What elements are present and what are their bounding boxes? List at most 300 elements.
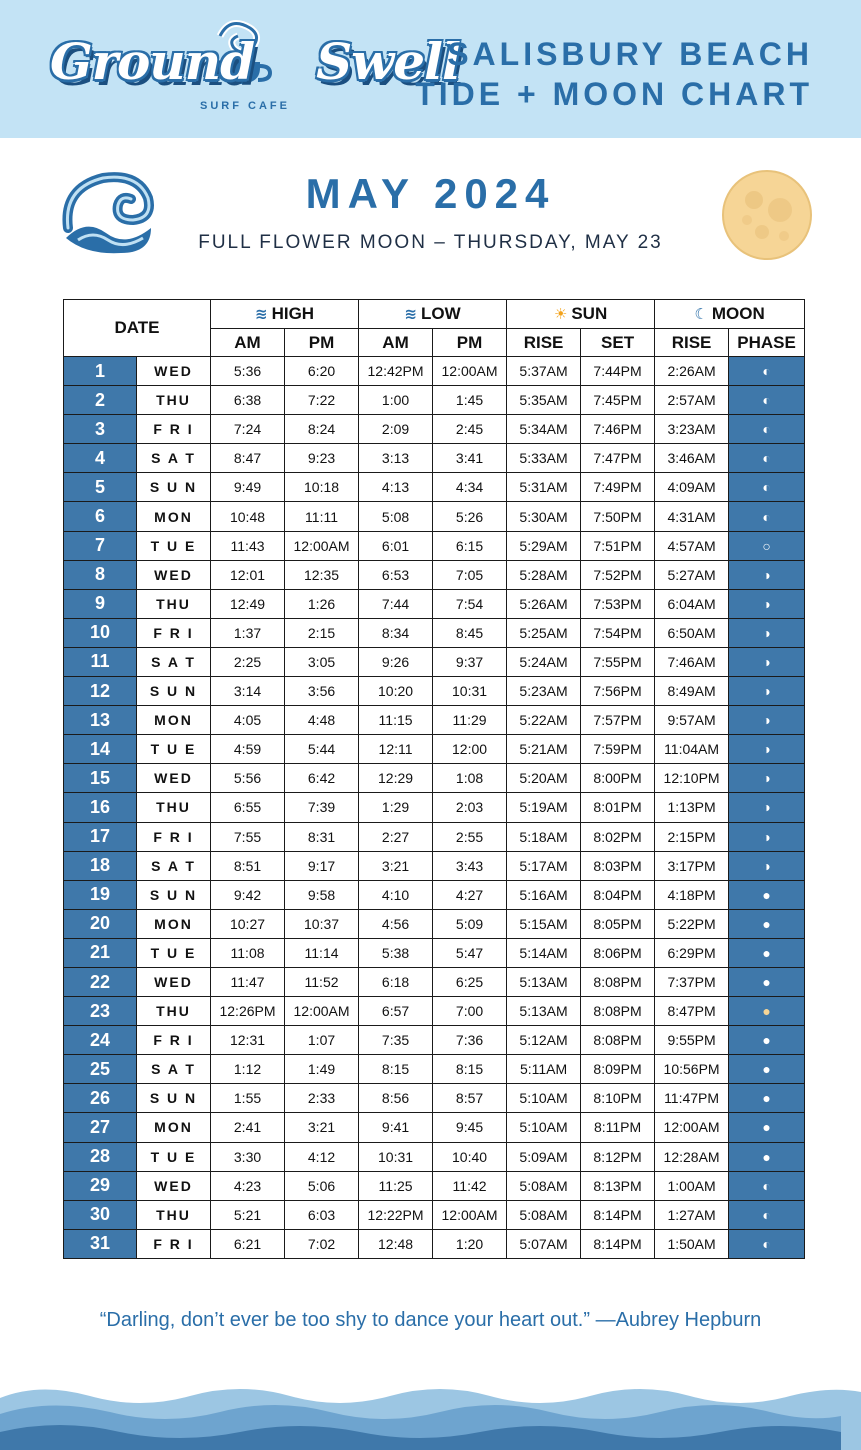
day-number: 28 <box>64 1142 137 1171</box>
day-name: MON <box>137 502 211 531</box>
low-pm: 7:54 <box>433 589 507 618</box>
sunrise: 5:34AM <box>507 415 581 444</box>
sunrise: 5:35AM <box>507 386 581 415</box>
sunrise: 5:15AM <box>507 909 581 938</box>
table-row <box>64 618 805 647</box>
low-pm: 5:09 <box>433 909 507 938</box>
chart-title <box>415 34 813 114</box>
high-am: 12:31 <box>211 1026 285 1055</box>
moonrise: 10:56PM <box>655 1055 729 1084</box>
high-am: 2:25 <box>211 647 285 676</box>
high-am-header: AM <box>211 329 285 357</box>
moon-phase-icon: ◑ <box>729 560 805 589</box>
high-am: 10:48 <box>211 502 285 531</box>
day-number: 1 <box>64 357 137 386</box>
day-number: 3 <box>64 415 137 444</box>
high-pm: 12:35 <box>285 560 359 589</box>
sunset: 8:01PM <box>581 793 655 822</box>
table-row <box>64 851 805 880</box>
sunrise: 5:18AM <box>507 822 581 851</box>
day-number: 18 <box>64 851 137 880</box>
sunset: 7:59PM <box>581 735 655 764</box>
moon-phase-icon: ● <box>729 1113 805 1142</box>
moonrise: 11:47PM <box>655 1084 729 1113</box>
sunset: 7:56PM <box>581 677 655 706</box>
high-pm: 7:02 <box>285 1229 359 1258</box>
high-pm: 8:24 <box>285 415 359 444</box>
day-number: 23 <box>64 997 137 1026</box>
low-am: 9:41 <box>359 1113 433 1142</box>
day-name: THU <box>137 386 211 415</box>
high-pm: 9:58 <box>285 880 359 909</box>
low-pm: 11:42 <box>433 1171 507 1200</box>
day-name: THU <box>137 793 211 822</box>
sunset: 8:14PM <box>581 1200 655 1229</box>
sunrise: 5:13AM <box>507 967 581 996</box>
high-am: 11:08 <box>211 938 285 967</box>
sunset: 8:04PM <box>581 880 655 909</box>
high-am: 3:30 <box>211 1142 285 1171</box>
high-pm: 1:07 <box>285 1026 359 1055</box>
moon-phase-icon: ◑ <box>729 793 805 822</box>
sunrise: 5:14AM <box>507 938 581 967</box>
day-number: 24 <box>64 1026 137 1055</box>
moonrise: 3:46AM <box>655 444 729 473</box>
low-am: 11:15 <box>359 706 433 735</box>
sunset: 8:06PM <box>581 938 655 967</box>
low-pm: 2:55 <box>433 822 507 851</box>
high-am: 4:23 <box>211 1171 285 1200</box>
day-name: F R I <box>137 618 211 647</box>
sunrise-header: RISE <box>507 329 581 357</box>
low-pm: 7:00 <box>433 997 507 1026</box>
low-am: 8:34 <box>359 618 433 647</box>
header-row-groups <box>64 300 805 329</box>
high-pm: 3:05 <box>285 647 359 676</box>
day-number: 6 <box>64 502 137 531</box>
high-pm-header: PM <box>285 329 359 357</box>
moon-phase-icon: ◐ <box>729 386 805 415</box>
moonrise: 1:50AM <box>655 1229 729 1258</box>
table-row <box>64 1113 805 1142</box>
low-tide-header: ≋ LOW <box>359 300 507 329</box>
sunset: 8:02PM <box>581 822 655 851</box>
moon-phase-icon: ● <box>729 880 805 909</box>
moonrise: 5:27AM <box>655 560 729 589</box>
moon-phase-icon: ● <box>729 909 805 938</box>
moonrise: 4:09AM <box>655 473 729 502</box>
high-am: 5:21 <box>211 1200 285 1229</box>
low-am-header: AM <box>359 329 433 357</box>
sunset: 7:49PM <box>581 473 655 502</box>
tide-moon-table <box>63 299 805 1259</box>
chart-title-line1: SALISBURY BEACH <box>447 36 813 72</box>
low-pm: 10:40 <box>433 1142 507 1171</box>
table-row <box>64 589 805 618</box>
day-name: THU <box>137 997 211 1026</box>
moon-phase-icon: ◐ <box>729 502 805 531</box>
low-pm: 9:37 <box>433 647 507 676</box>
high-pm: 10:18 <box>285 473 359 502</box>
low-pm: 12:00 <box>433 735 507 764</box>
low-am: 12:29 <box>359 764 433 793</box>
day-name: S U N <box>137 677 211 706</box>
chart-title-line2: TIDE + MOON CHART <box>415 76 813 112</box>
moonrise: 11:04AM <box>655 735 729 764</box>
moon-phase-icon: ● <box>729 1142 805 1171</box>
low-pm: 7:36 <box>433 1026 507 1055</box>
low-pm: 4:34 <box>433 473 507 502</box>
sunset: 8:08PM <box>581 967 655 996</box>
moonrise: 12:10PM <box>655 764 729 793</box>
table-row <box>64 560 805 589</box>
moon-phase-icon: ● <box>729 997 805 1026</box>
sunrise: 5:10AM <box>507 1084 581 1113</box>
low-am: 1:00 <box>359 386 433 415</box>
moonrise: 8:49AM <box>655 677 729 706</box>
moonrise: 1:00AM <box>655 1171 729 1200</box>
high-am: 8:47 <box>211 444 285 473</box>
day-number: 5 <box>64 473 137 502</box>
low-am: 3:21 <box>359 851 433 880</box>
day-number: 31 <box>64 1229 137 1258</box>
sunrise: 5:08AM <box>507 1200 581 1229</box>
high-pm: 7:22 <box>285 386 359 415</box>
day-number: 22 <box>64 967 137 996</box>
high-pm: 12:00AM <box>285 531 359 560</box>
table-row <box>64 938 805 967</box>
moonrise: 9:57AM <box>655 706 729 735</box>
moon-phase-icon: ◑ <box>729 677 805 706</box>
high-am: 3:14 <box>211 677 285 706</box>
sun-icon: ☀ <box>553 306 568 323</box>
low-am: 12:11 <box>359 735 433 764</box>
day-name: S U N <box>137 473 211 502</box>
moonrise: 6:50AM <box>655 618 729 647</box>
low-pm: 12:00AM <box>433 357 507 386</box>
sunrise: 5:33AM <box>507 444 581 473</box>
high-am: 12:49 <box>211 589 285 618</box>
low-pm: 7:05 <box>433 560 507 589</box>
low-am: 12:22PM <box>359 1200 433 1229</box>
sunset: 7:51PM <box>581 531 655 560</box>
low-pm: 10:31 <box>433 677 507 706</box>
low-am: 4:13 <box>359 473 433 502</box>
low-am: 8:56 <box>359 1084 433 1113</box>
low-pm: 3:41 <box>433 444 507 473</box>
day-number: 13 <box>64 706 137 735</box>
wave-icon: ≋ <box>404 306 417 323</box>
sunrise: 5:24AM <box>507 647 581 676</box>
low-am: 7:35 <box>359 1026 433 1055</box>
low-am: 7:44 <box>359 589 433 618</box>
day-name: THU <box>137 589 211 618</box>
low-pm: 3:43 <box>433 851 507 880</box>
day-name: S U N <box>137 1084 211 1113</box>
high-pm: 3:21 <box>285 1113 359 1142</box>
sunset: 8:12PM <box>581 1142 655 1171</box>
table-row <box>64 764 805 793</box>
sunset: 7:47PM <box>581 444 655 473</box>
ocean-waves-decoration <box>0 1380 861 1450</box>
table-row <box>64 444 805 473</box>
high-pm: 1:26 <box>285 589 359 618</box>
high-pm: 8:31 <box>285 822 359 851</box>
low-am: 2:27 <box>359 822 433 851</box>
moonrise: 4:18PM <box>655 880 729 909</box>
low-pm: 8:15 <box>433 1055 507 1084</box>
low-am: 5:08 <box>359 502 433 531</box>
table-row <box>64 1055 805 1084</box>
low-am: 12:42PM <box>359 357 433 386</box>
moonrise: 4:31AM <box>655 502 729 531</box>
day-name: WED <box>137 967 211 996</box>
sunset: 8:08PM <box>581 997 655 1026</box>
high-pm: 1:49 <box>285 1055 359 1084</box>
moon-phase-icon: ● <box>729 1055 805 1084</box>
table-row <box>64 1229 805 1258</box>
high-am: 1:55 <box>211 1084 285 1113</box>
high-pm: 9:23 <box>285 444 359 473</box>
high-am: 5:56 <box>211 764 285 793</box>
sunrise: 5:13AM <box>507 997 581 1026</box>
sunset: 7:57PM <box>581 706 655 735</box>
moon-phase-icon: ○ <box>729 531 805 560</box>
low-am: 8:15 <box>359 1055 433 1084</box>
sunrise: 5:12AM <box>507 1026 581 1055</box>
table-row <box>64 909 805 938</box>
moon-phase-icon: ◑ <box>729 735 805 764</box>
day-name: MON <box>137 706 211 735</box>
day-name: WED <box>137 560 211 589</box>
day-number: 30 <box>64 1200 137 1229</box>
table-row <box>64 531 805 560</box>
high-pm: 3:56 <box>285 677 359 706</box>
high-am: 1:37 <box>211 618 285 647</box>
day-number: 12 <box>64 677 137 706</box>
sunrise: 5:16AM <box>507 880 581 909</box>
high-am: 6:38 <box>211 386 285 415</box>
high-am: 10:27 <box>211 909 285 938</box>
day-number: 11 <box>64 647 137 676</box>
sunrise: 5:08AM <box>507 1171 581 1200</box>
quote: “Darling, don’t ever be too shy to dance your heart out.” —Aubrey Hepburn <box>99 1309 762 1331</box>
high-pm: 4:48 <box>285 706 359 735</box>
high-am: 9:42 <box>211 880 285 909</box>
sunrise: 5:22AM <box>507 706 581 735</box>
high-pm: 7:39 <box>285 793 359 822</box>
moonrise: 2:57AM <box>655 386 729 415</box>
moon-phase-icon: ◐ <box>729 415 805 444</box>
day-name: S A T <box>137 444 211 473</box>
day-name: S A T <box>137 1055 211 1084</box>
low-am: 6:18 <box>359 967 433 996</box>
sunrise: 5:07AM <box>507 1229 581 1258</box>
low-am: 6:01 <box>359 531 433 560</box>
day-name: MON <box>137 909 211 938</box>
moonrise-header: RISE <box>655 329 729 357</box>
day-name: T U E <box>137 938 211 967</box>
sunrise: 5:26AM <box>507 589 581 618</box>
table-row <box>64 502 805 531</box>
day-number: 29 <box>64 1171 137 1200</box>
low-am: 4:10 <box>359 880 433 909</box>
high-pm: 2:33 <box>285 1084 359 1113</box>
high-pm: 12:00AM <box>285 997 359 1026</box>
table-row <box>64 386 805 415</box>
sunrise: 5:20AM <box>507 764 581 793</box>
high-pm: 4:12 <box>285 1142 359 1171</box>
date-header: DATE <box>64 300 211 357</box>
day-number: 26 <box>64 1084 137 1113</box>
logo-tagline: SURF CAFE <box>200 100 290 112</box>
moonrise: 7:46AM <box>655 647 729 676</box>
low-am: 4:56 <box>359 909 433 938</box>
sunset: 8:14PM <box>581 1229 655 1258</box>
high-am: 9:49 <box>211 473 285 502</box>
low-am: 12:48 <box>359 1229 433 1258</box>
moon-phase-icon: ◐ <box>729 1229 805 1258</box>
low-pm: 8:57 <box>433 1084 507 1113</box>
day-number: 2 <box>64 386 137 415</box>
sunset: 7:50PM <box>581 502 655 531</box>
moon-phase-icon: ◐ <box>729 473 805 502</box>
moon-phase-icon: ◑ <box>729 706 805 735</box>
sunset: 7:53PM <box>581 589 655 618</box>
day-name: WED <box>137 1171 211 1200</box>
sunrise: 5:09AM <box>507 1142 581 1171</box>
day-name: THU <box>137 1200 211 1229</box>
table-row <box>64 706 805 735</box>
low-am: 6:57 <box>359 997 433 1026</box>
sunset: 7:54PM <box>581 618 655 647</box>
low-pm: 2:03 <box>433 793 507 822</box>
high-pm: 11:11 <box>285 502 359 531</box>
low-pm: 6:15 <box>433 531 507 560</box>
high-pm: 11:14 <box>285 938 359 967</box>
table-row <box>64 357 805 386</box>
moonrise: 12:00AM <box>655 1113 729 1142</box>
moon-phase-icon: ◑ <box>729 764 805 793</box>
low-am: 9:26 <box>359 647 433 676</box>
high-pm: 10:37 <box>285 909 359 938</box>
moonrise: 3:17PM <box>655 851 729 880</box>
low-am: 11:25 <box>359 1171 433 1200</box>
sunrise: 5:37AM <box>507 357 581 386</box>
day-name: F R I <box>137 1229 211 1258</box>
high-am: 11:43 <box>211 531 285 560</box>
sunrise: 5:17AM <box>507 851 581 880</box>
low-pm: 6:25 <box>433 967 507 996</box>
day-name: WED <box>137 764 211 793</box>
sunset-header: SET <box>581 329 655 357</box>
table-row <box>64 967 805 996</box>
moon-phase-icon: ◑ <box>729 822 805 851</box>
crescent-moon-icon: ☾ <box>694 306 708 323</box>
high-am: 8:51 <box>211 851 285 880</box>
day-number: 16 <box>64 793 137 822</box>
table-row <box>64 793 805 822</box>
table-row <box>64 997 805 1026</box>
moon-phase-icon: ● <box>729 938 805 967</box>
low-pm: 11:29 <box>433 706 507 735</box>
moonrise: 8:47PM <box>655 997 729 1026</box>
month-title: MAY 2024 <box>305 170 556 217</box>
moon-phase-header: PHASE <box>729 329 805 357</box>
low-pm: 2:45 <box>433 415 507 444</box>
sunset: 7:52PM <box>581 560 655 589</box>
table-row <box>64 1171 805 1200</box>
moonrise: 1:27AM <box>655 1200 729 1229</box>
table-row <box>64 647 805 676</box>
moonrise: 7:37PM <box>655 967 729 996</box>
table-row <box>64 677 805 706</box>
low-am: 6:53 <box>359 560 433 589</box>
high-am: 4:05 <box>211 706 285 735</box>
sunset: 8:10PM <box>581 1084 655 1113</box>
day-name: F R I <box>137 1026 211 1055</box>
high-am: 1:12 <box>211 1055 285 1084</box>
sunrise: 5:29AM <box>507 531 581 560</box>
sunrise: 5:30AM <box>507 502 581 531</box>
moonrise: 1:13PM <box>655 793 729 822</box>
moon-phase-icon: ◐ <box>729 1171 805 1200</box>
moon-phase-icon: ● <box>729 967 805 996</box>
day-name: S A T <box>137 647 211 676</box>
day-name: F R I <box>137 822 211 851</box>
day-number: 9 <box>64 589 137 618</box>
day-number: 4 <box>64 444 137 473</box>
day-number: 21 <box>64 938 137 967</box>
moon-phase-icon: ◑ <box>729 618 805 647</box>
sunrise: 5:28AM <box>507 560 581 589</box>
high-am: 4:59 <box>211 735 285 764</box>
table-row <box>64 1142 805 1171</box>
sunset: 7:55PM <box>581 647 655 676</box>
moon-phase-icon: ◑ <box>729 647 805 676</box>
table-row <box>64 880 805 909</box>
day-number: 19 <box>64 880 137 909</box>
table-row <box>64 735 805 764</box>
low-am: 10:31 <box>359 1142 433 1171</box>
moonrise: 2:26AM <box>655 357 729 386</box>
low-pm-header: PM <box>433 329 507 357</box>
ground-swell-logo <box>50 14 461 124</box>
moonrise: 6:04AM <box>655 589 729 618</box>
day-name: WED <box>137 357 211 386</box>
day-name: T U E <box>137 531 211 560</box>
sunset: 8:05PM <box>581 909 655 938</box>
sunrise: 5:21AM <box>507 735 581 764</box>
high-am: 7:24 <box>211 415 285 444</box>
day-number: 17 <box>64 822 137 851</box>
high-pm: 5:06 <box>285 1171 359 1200</box>
high-am: 6:55 <box>211 793 285 822</box>
low-pm: 1:08 <box>433 764 507 793</box>
high-pm: 2:15 <box>285 618 359 647</box>
high-am: 5:36 <box>211 357 285 386</box>
sunset: 8:08PM <box>581 1026 655 1055</box>
moon-phase-icon: ● <box>729 1026 805 1055</box>
high-am: 7:55 <box>211 822 285 851</box>
sunset: 7:46PM <box>581 415 655 444</box>
moon-header: ☾ MOON <box>655 300 805 329</box>
day-number: 27 <box>64 1113 137 1142</box>
sunset: 8:09PM <box>581 1055 655 1084</box>
table-row <box>64 1200 805 1229</box>
low-pm: 5:26 <box>433 502 507 531</box>
low-pm: 4:27 <box>433 880 507 909</box>
